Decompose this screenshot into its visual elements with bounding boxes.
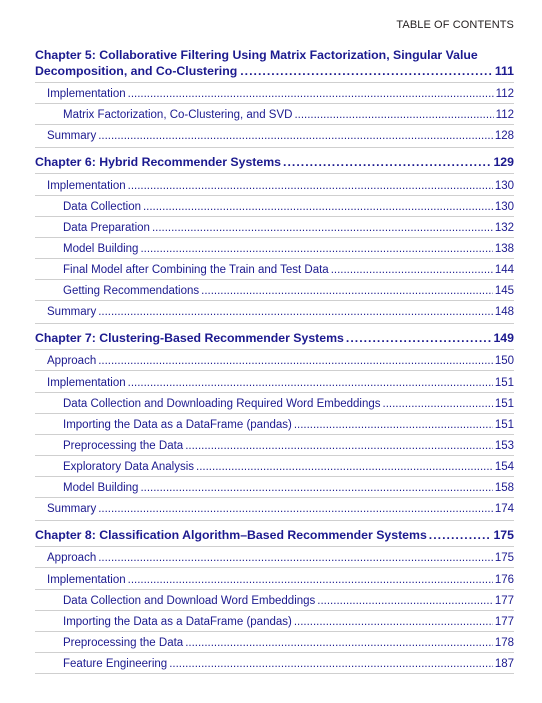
divider (35, 195, 514, 196)
entry-label: Final Model after Combining the Train and Test Data (63, 264, 329, 276)
leader-dots (98, 502, 493, 516)
entry-label: Implementation (47, 88, 126, 100)
divider (35, 589, 514, 590)
chapter-title: Chapter 6: Hybrid Recommender Systems (35, 155, 282, 169)
page-number: 111 (494, 64, 514, 78)
divider (35, 520, 514, 521)
page-number: 148 (494, 306, 514, 318)
leader-dots (346, 331, 492, 345)
entry-label: Summary (47, 503, 97, 515)
divider (35, 349, 514, 350)
page-number: 128 (494, 130, 514, 142)
leader-dots (128, 376, 493, 390)
toc-entry-ch7-preprocessing[interactable] (63, 439, 514, 453)
divider (35, 216, 514, 217)
toc-entry-ch6-model-building[interactable] (63, 242, 514, 256)
leader-dots (140, 481, 492, 495)
entry-label: Preprocessing the Data (63, 440, 184, 452)
divider (35, 173, 514, 174)
entry-label: Feature Engineering (63, 658, 168, 670)
toc-entry-ch6-final-model[interactable] (63, 263, 514, 277)
entry-label: Exploratory Data Analysis (63, 461, 195, 473)
entry-label: Implementation (47, 574, 126, 586)
toc-entry-ch6-data-collection[interactable] (63, 200, 514, 214)
page-number: 178 (494, 637, 514, 649)
entry-label: Model Building (63, 243, 139, 255)
toc-entry-ch7-summary[interactable] (47, 502, 514, 516)
divider (35, 258, 514, 259)
leader-dots (429, 528, 492, 542)
page-number: 112 (495, 88, 514, 100)
entry-label: Approach (47, 355, 97, 367)
toc-entry-ch7-eda[interactable] (63, 460, 514, 474)
entry-label: Summary (47, 306, 97, 318)
divider (35, 237, 514, 238)
divider (35, 124, 514, 125)
divider (35, 323, 514, 324)
page-number: 151 (494, 398, 514, 410)
toc-entry-ch8-preprocessing[interactable] (63, 636, 514, 650)
toc-entry-ch7-importing[interactable] (63, 418, 514, 432)
toc-entry-ch5-implementation[interactable] (47, 87, 514, 101)
toc-entry-ch8-approach[interactable] (47, 551, 514, 565)
toc-entry-ch6-implementation[interactable] (47, 179, 514, 193)
page-number: 174 (494, 503, 514, 515)
toc-entry-ch8-data-collection[interactable] (63, 594, 514, 608)
entry-label: Getting Recommendations (63, 285, 200, 297)
toc-chapter-7[interactable] (35, 331, 514, 345)
toc-chapter-8[interactable] (35, 528, 514, 542)
page-number: 151 (494, 419, 514, 431)
divider (35, 300, 514, 301)
page-number: 187 (494, 658, 514, 670)
leader-dots (185, 439, 493, 453)
leader-dots (169, 657, 493, 671)
divider (35, 610, 514, 611)
leader-dots (128, 179, 493, 193)
divider (35, 279, 514, 280)
leader-dots (128, 87, 494, 101)
entry-label: Importing the Data as a DataFrame (pandas) (63, 419, 292, 431)
toc-entry-ch6-data-preparation[interactable] (63, 221, 514, 235)
toc-entry-ch7-implementation[interactable] (47, 376, 514, 390)
leader-dots (317, 594, 493, 608)
leader-dots (294, 418, 493, 432)
page-number: 158 (494, 482, 514, 494)
leader-dots (98, 354, 493, 368)
page-number: 175 (494, 552, 514, 564)
entry-label: Preprocessing the Data (63, 637, 184, 649)
leader-dots (201, 284, 493, 298)
page-number: 130 (494, 201, 514, 213)
entry-label: Data Collection and Download Word Embeddings (63, 595, 316, 607)
divider (35, 413, 514, 414)
entry-label: Implementation (47, 180, 126, 192)
leader-dots (98, 305, 493, 319)
page-number: 132 (494, 222, 514, 234)
divider (35, 370, 514, 371)
leader-dots (98, 551, 493, 565)
page-number: 129 (493, 155, 514, 169)
divider (35, 392, 514, 393)
divider (35, 546, 514, 547)
entry-label: Model Building (63, 482, 139, 494)
toc-entry-ch7-model-building[interactable] (63, 481, 514, 495)
toc-entry-ch5-summary[interactable] (47, 129, 514, 143)
toc-entry-ch6-summary[interactable] (47, 305, 514, 319)
divider (35, 103, 514, 104)
divider (35, 567, 514, 568)
leader-dots (240, 63, 492, 79)
page-number: 151 (494, 377, 514, 389)
leader-dots (140, 242, 492, 256)
leader-dots (331, 263, 493, 277)
toc-chapter-6[interactable] (35, 155, 514, 169)
entry-label: Summary (47, 130, 97, 142)
toc-chapter-5[interactable] (35, 47, 514, 79)
page-number: 138 (494, 243, 514, 255)
chapter-title-line1: Chapter 5: Collaborative Filtering Using Matrix Factorization, Singular Value (35, 48, 478, 62)
page-number: 130 (494, 180, 514, 192)
toc-entry-ch6-getting-recommendations[interactable] (63, 284, 514, 298)
toc-entry-ch8-feature-engineering[interactable] (63, 657, 514, 671)
divider (35, 652, 514, 653)
page-number: 153 (494, 440, 514, 452)
leader-dots (294, 108, 493, 122)
page-number: 149 (493, 331, 514, 345)
entry-label: Importing the Data as a DataFrame (pandas) (63, 616, 292, 628)
divider (35, 434, 514, 435)
leader-dots (185, 636, 493, 650)
toc-entry-ch5-matrix-factorization[interactable] (63, 108, 514, 122)
page-number: 177 (494, 616, 514, 628)
divider (35, 476, 514, 477)
leader-dots (152, 221, 493, 235)
page-number: 145 (494, 285, 514, 297)
toc-entry-ch8-importing[interactable] (63, 615, 514, 629)
page-number: 176 (494, 574, 514, 586)
leader-dots (283, 155, 491, 169)
toc-entry-ch7-data-collection[interactable] (63, 397, 514, 411)
entry-label: Data Preparation (63, 222, 150, 234)
toc-entry-ch8-implementation[interactable] (47, 573, 514, 587)
divider (35, 82, 514, 83)
chapter-title-line2-row (35, 63, 514, 79)
leader-dots (383, 397, 493, 411)
page-number: 177 (494, 595, 514, 607)
leader-dots (294, 615, 493, 629)
chapter-title-line2: Decomposition, and Co-Clustering (35, 64, 238, 78)
divider (35, 147, 514, 148)
page-number: 150 (494, 355, 514, 367)
leader-dots (196, 460, 493, 474)
page-number: 175 (493, 528, 514, 542)
leader-dots (128, 573, 493, 587)
running-head: TABLE OF CONTENTS (396, 19, 514, 31)
divider (35, 631, 514, 632)
toc-entry-ch7-approach[interactable] (47, 354, 514, 368)
leader-dots (98, 129, 493, 143)
entry-label: Implementation (47, 377, 126, 389)
divider (35, 455, 514, 456)
page-number: 144 (494, 264, 514, 276)
leader-dots (143, 200, 493, 214)
divider (35, 673, 514, 674)
entry-label: Data Collection (63, 201, 141, 213)
entry-label: Matrix Factorization, Co-Clustering, and SVD (63, 109, 293, 121)
page-number: 112 (495, 109, 514, 121)
chapter-title: Chapter 8: Classification Algorithm–Based Recommender Systems (35, 528, 427, 542)
chapter-title: Chapter 7: Clustering-Based Recommender Systems (35, 331, 344, 345)
divider (35, 497, 514, 498)
entry-label: Approach (47, 552, 97, 564)
entry-label: Data Collection and Downloading Required Word Embeddings (63, 398, 381, 410)
page-number: 154 (494, 461, 514, 473)
